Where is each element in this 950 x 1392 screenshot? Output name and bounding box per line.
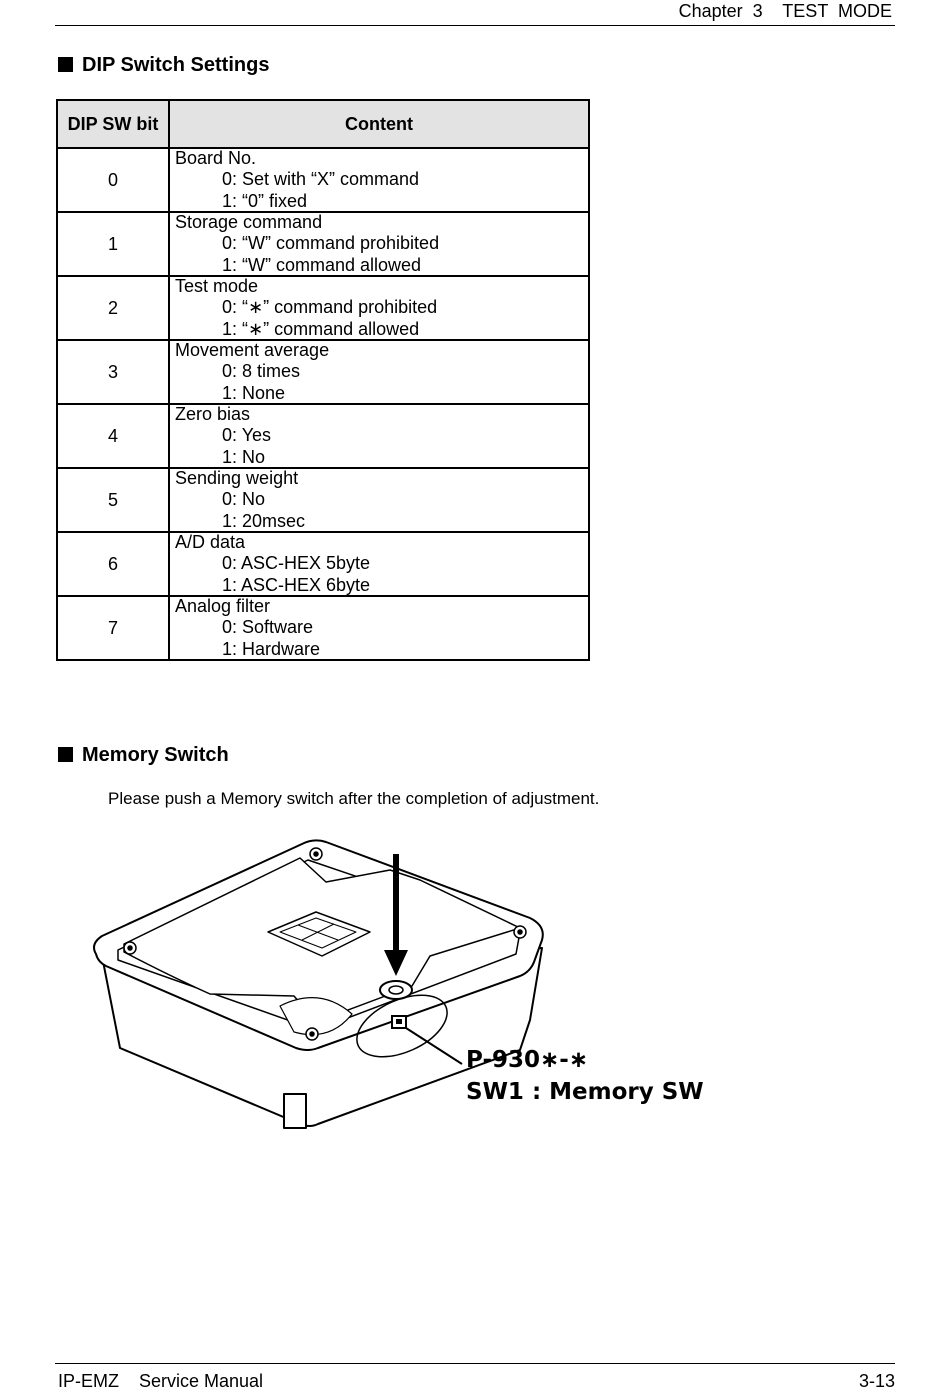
bit-cell: 3 — [57, 340, 169, 404]
column-header-bit: DIP SW bit — [57, 100, 169, 148]
bit-cell: 7 — [57, 596, 169, 660]
device-illustration — [90, 836, 704, 1142]
bit-cell: 0 — [57, 148, 169, 212]
dip-switch-table — [56, 99, 590, 661]
content-cell — [169, 468, 589, 532]
table-row — [57, 468, 589, 532]
option-1: 1: “0” fixed — [222, 190, 308, 211]
option-1: 1: “∗” command allowed — [222, 318, 420, 339]
table-row — [57, 532, 589, 596]
table-row — [57, 148, 589, 212]
table-row — [57, 596, 589, 660]
running-header: Chapter 3 TEST MODE — [678, 1, 892, 21]
option-1: 1: “W” command allowed — [222, 254, 422, 275]
switch-label: SW1 : Memory SW — [466, 1079, 704, 1105]
option-0: 0: “∗” command prohibited — [222, 297, 438, 318]
content-cell — [169, 532, 589, 596]
option-1: 1: Hardware — [222, 638, 321, 659]
option-0: 0: Set with “X” command — [222, 169, 420, 190]
table-header-row — [57, 100, 589, 148]
column-header-content: Content — [169, 100, 589, 148]
header-rule — [55, 25, 895, 26]
option-0: 0: Yes — [222, 425, 272, 446]
setting-name: Movement average — [175, 339, 330, 360]
content-cell — [169, 596, 589, 660]
page-number: 3-13 — [858, 1371, 895, 1391]
option-1: 1: None — [222, 382, 286, 403]
content-cell — [169, 212, 589, 276]
footer-manual-title: IP-EMZ Service Manual — [58, 1371, 264, 1391]
part-number-label: P-930∗-∗ — [466, 1047, 589, 1073]
table-row — [57, 404, 589, 468]
option-0: 0: “W” command prohibited — [222, 233, 440, 254]
option-1: 1: 20msec — [222, 510, 306, 531]
setting-name: Zero bias — [175, 403, 251, 424]
square-bullet-icon — [58, 747, 73, 762]
content-cell — [169, 340, 589, 404]
dip-section-title: DIP Switch Settings — [82, 54, 270, 76]
memory-section-heading — [58, 743, 229, 767]
content-cell — [169, 148, 589, 212]
square-bullet-icon — [58, 57, 73, 72]
table-row — [57, 276, 589, 340]
memory-section-title: Memory Switch — [82, 744, 229, 766]
table-row — [57, 212, 589, 276]
option-0: 0: Software — [222, 617, 314, 638]
content-cell — [169, 276, 589, 340]
table-row — [57, 340, 589, 404]
setting-name: Board No. — [175, 147, 257, 168]
setting-name: A/D data — [175, 531, 246, 552]
setting-name: Test mode — [175, 275, 259, 296]
dip-section-heading — [58, 53, 269, 77]
bit-cell: 5 — [57, 468, 169, 532]
setting-name: Sending weight — [175, 467, 299, 488]
setting-name: Analog filter — [175, 595, 271, 616]
bit-cell: 6 — [57, 532, 169, 596]
option-1: 1: No — [222, 446, 266, 467]
footer-rule — [55, 1363, 895, 1364]
bit-cell: 2 — [57, 276, 169, 340]
option-0: 0: No — [222, 489, 266, 510]
memory-instruction: Please push a Memory switch after the completion of adjustment. — [108, 789, 600, 808]
bit-cell: 1 — [57, 212, 169, 276]
option-0: 0: 8 times — [222, 361, 301, 382]
setting-name: Storage command — [175, 211, 323, 232]
option-1: 1: ASC-HEX 6byte — [222, 574, 371, 595]
content-cell — [169, 404, 589, 468]
bit-cell: 4 — [57, 404, 169, 468]
option-0: 0: ASC-HEX 5byte — [222, 553, 371, 574]
